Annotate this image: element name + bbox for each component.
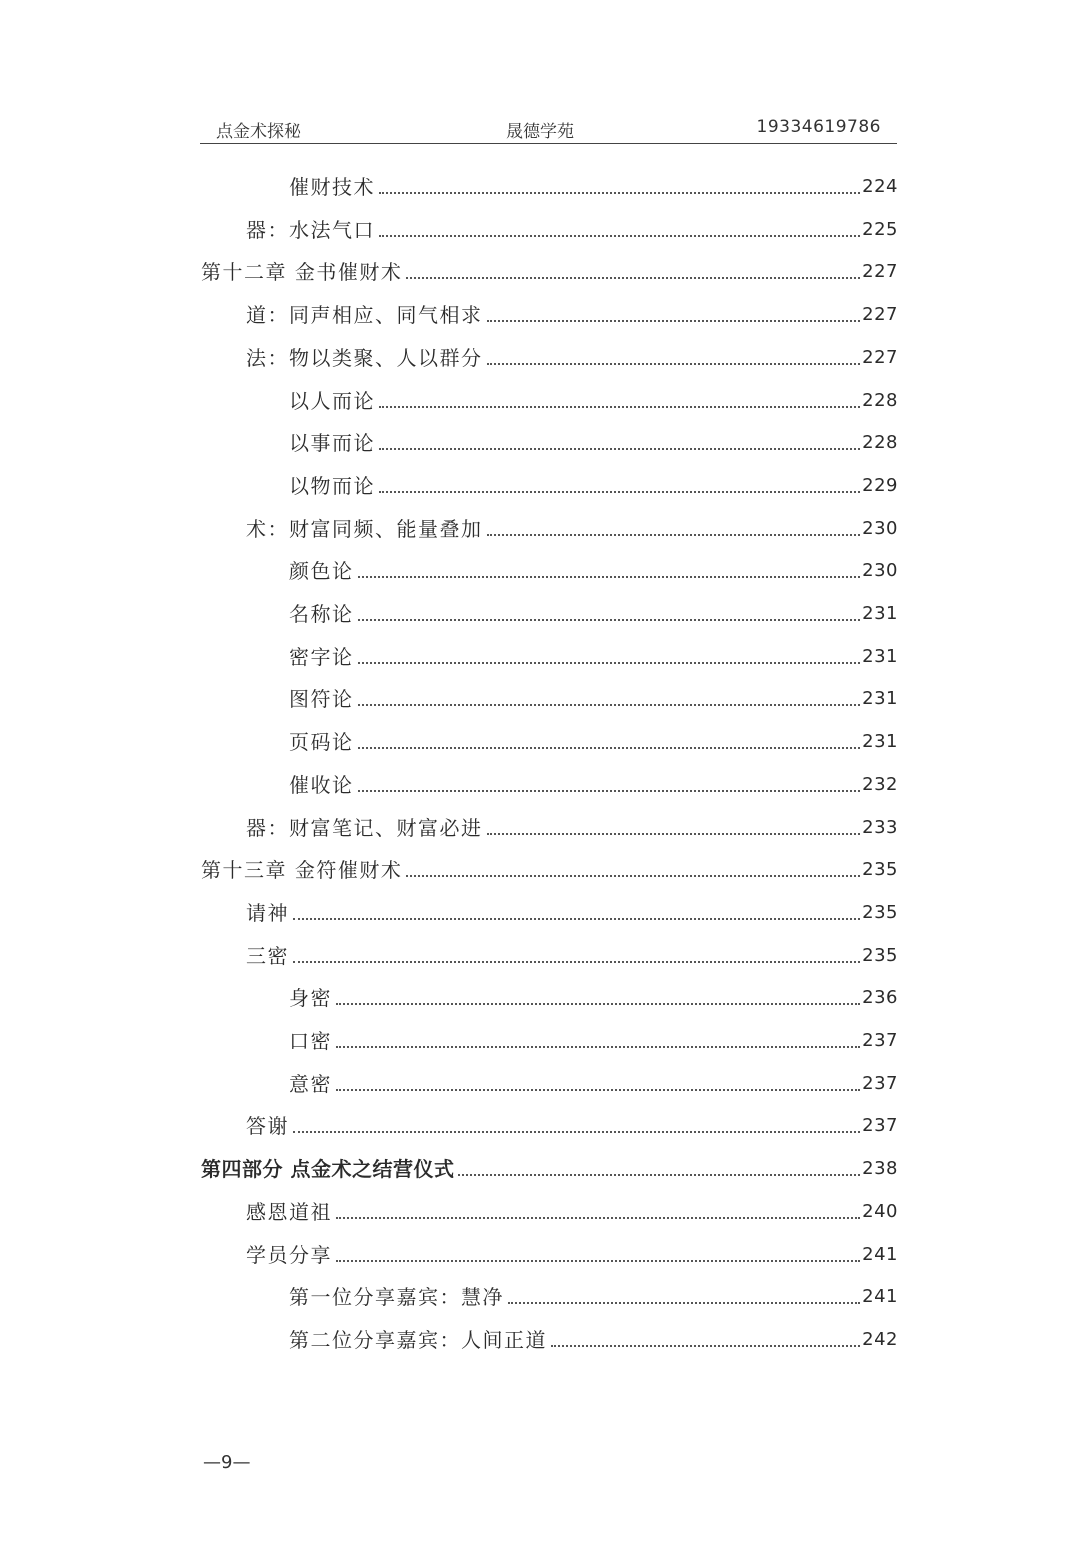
toc-entry-title: 颜色论 xyxy=(289,559,354,584)
toc-entry-title: 第四部分 点金术之结营仪式 xyxy=(201,1157,455,1182)
toc-entry-title: 道：同声相应、同气相求 xyxy=(246,303,483,328)
toc-entry-page: 237 xyxy=(862,1030,898,1051)
toc-entry xyxy=(246,811,898,841)
toc-entry-page: 237 xyxy=(862,1115,898,1137)
toc-entry-title: 页码论 xyxy=(289,730,354,755)
toc-entry-title: 法：物以类聚、人以群分 xyxy=(246,345,483,370)
toc-entry-page: 237 xyxy=(862,1072,898,1094)
toc-entry-page: 242 xyxy=(862,1328,898,1350)
toc-entry xyxy=(246,341,898,371)
toc-entry-page: 227 xyxy=(862,261,898,283)
toc-entry-title: 密字论 xyxy=(289,644,354,669)
toc-entry-title: 第十二章 金书催财术 xyxy=(201,260,403,285)
dot-leader xyxy=(358,576,861,578)
toc-entry-title: 学员分享 xyxy=(246,1242,332,1267)
toc-entry-title: 图符论 xyxy=(289,687,354,712)
toc-entry xyxy=(246,896,898,926)
dot-leader xyxy=(358,619,861,621)
toc-entry-page: 230 xyxy=(862,517,898,539)
toc-entry xyxy=(289,640,898,670)
dot-leader xyxy=(487,320,861,322)
dot-leader xyxy=(336,1003,860,1005)
toc-entry xyxy=(289,682,898,712)
toc-entry-title: 催财技术 xyxy=(289,175,375,199)
toc-entry xyxy=(201,255,898,285)
dot-leader xyxy=(379,406,860,408)
dot-leader xyxy=(358,662,861,664)
header-book-title: 点金术探秘 xyxy=(216,122,301,142)
dot-leader xyxy=(487,534,861,536)
dot-leader xyxy=(508,1302,860,1304)
dot-leader xyxy=(487,833,861,835)
toc-entry-title: 术：财富同频、能量叠加 xyxy=(246,516,483,541)
toc-entry-title: 答谢 xyxy=(246,1114,289,1139)
toc-entry-title: 器：财富笔记、财富必进 xyxy=(246,815,483,840)
toc-entry-page: 235 xyxy=(862,901,898,923)
toc-entry-page: 231 xyxy=(862,688,898,710)
dot-leader xyxy=(379,448,860,450)
toc-entry xyxy=(246,512,898,542)
dot-leader xyxy=(379,192,860,194)
dot-leader xyxy=(358,747,861,749)
dot-leader xyxy=(293,918,860,920)
toc-entry xyxy=(289,469,898,499)
toc-entry-title: 第二位分享嘉宾：人间正道 xyxy=(289,1327,547,1352)
dot-leader xyxy=(336,1260,860,1262)
toc-entry xyxy=(289,768,898,798)
toc-entry-title: 以人而论 xyxy=(289,388,375,413)
toc-entry-page: 231 xyxy=(862,603,898,624)
toc-entry-page: 225 xyxy=(862,218,898,240)
dot-leader xyxy=(336,1217,860,1219)
toc-entry-title: 请神 xyxy=(246,900,289,925)
toc-entry xyxy=(246,939,898,969)
dot-leader xyxy=(293,1131,860,1133)
toc-entry-title: 以事而论 xyxy=(289,431,375,456)
dot-leader xyxy=(458,1174,860,1176)
toc-entry-title: 第十三章 金符催财术 xyxy=(201,858,403,883)
toc-entry-page: 228 xyxy=(862,389,898,411)
toc-entry xyxy=(289,1323,898,1353)
toc-entry xyxy=(201,853,898,883)
dot-leader xyxy=(379,235,860,237)
toc-entry xyxy=(246,213,898,243)
header-phone-number: 19334619786 xyxy=(756,117,881,137)
toc-entry-title: 意密 xyxy=(289,1071,332,1096)
toc-entry-page: 227 xyxy=(862,346,898,368)
toc-entry xyxy=(289,597,898,627)
toc-entry-page: 227 xyxy=(862,304,898,326)
header-publisher: 晟德学苑 xyxy=(506,122,574,142)
toc-entry xyxy=(246,1238,898,1268)
toc-entry xyxy=(246,298,898,328)
toc-entry-page: 241 xyxy=(862,1286,898,1308)
toc-entry xyxy=(289,725,898,755)
toc-entry xyxy=(246,1195,898,1225)
toc-entry xyxy=(289,426,898,456)
toc-entry xyxy=(289,170,898,200)
toc-entry xyxy=(201,1152,898,1182)
toc-entry-title: 名称论 xyxy=(289,602,354,626)
toc-entry-title: 感恩道祖 xyxy=(246,1199,332,1224)
dot-leader xyxy=(336,1089,860,1091)
toc-entry-page: 231 xyxy=(862,645,898,667)
running-header xyxy=(200,112,897,144)
toc-entry-title: 器：水法气口 xyxy=(246,217,375,242)
toc-entry-page: 235 xyxy=(862,859,898,881)
toc-entry-page: 230 xyxy=(862,560,898,582)
toc-entry xyxy=(289,554,898,584)
dot-leader xyxy=(293,961,860,963)
toc-entry-page: 241 xyxy=(862,1243,898,1265)
dot-leader xyxy=(487,363,861,365)
dot-leader xyxy=(406,875,860,877)
toc-entry-page: 224 xyxy=(862,176,898,197)
toc-entry-title: 以物而论 xyxy=(289,473,375,498)
dot-leader xyxy=(406,277,860,279)
toc-entry-page: 240 xyxy=(862,1200,898,1222)
toc-entry xyxy=(289,384,898,414)
toc-entry-title: 三密 xyxy=(246,943,289,968)
toc-entry-page: 232 xyxy=(862,773,898,795)
toc-entry-page: 229 xyxy=(862,474,898,496)
toc-entry-page: 233 xyxy=(862,816,898,838)
dot-leader xyxy=(358,790,861,792)
toc-entry-page: 235 xyxy=(862,944,898,966)
dot-leader xyxy=(336,1046,860,1048)
toc-entry xyxy=(289,1280,898,1310)
dot-leader xyxy=(379,491,860,493)
toc-entry xyxy=(289,981,898,1011)
dot-leader xyxy=(358,704,861,706)
toc-entry-page: 238 xyxy=(862,1158,898,1180)
toc-entry-title: 第一位分享嘉宾：慧净 xyxy=(289,1285,504,1310)
toc-entry xyxy=(289,1024,898,1054)
toc-entry-page: 231 xyxy=(862,731,898,753)
toc-entry-title: 口密 xyxy=(289,1029,332,1053)
toc-entry-page: 236 xyxy=(862,987,898,1009)
toc-entry-title: 催收论 xyxy=(289,772,354,797)
toc-entry xyxy=(246,1109,898,1139)
dot-leader xyxy=(551,1345,860,1347)
toc-entry-title: 身密 xyxy=(289,986,332,1011)
page-number: —9— xyxy=(203,1452,251,1473)
toc-entry-page: 228 xyxy=(862,432,898,454)
toc-entry xyxy=(289,1067,898,1097)
